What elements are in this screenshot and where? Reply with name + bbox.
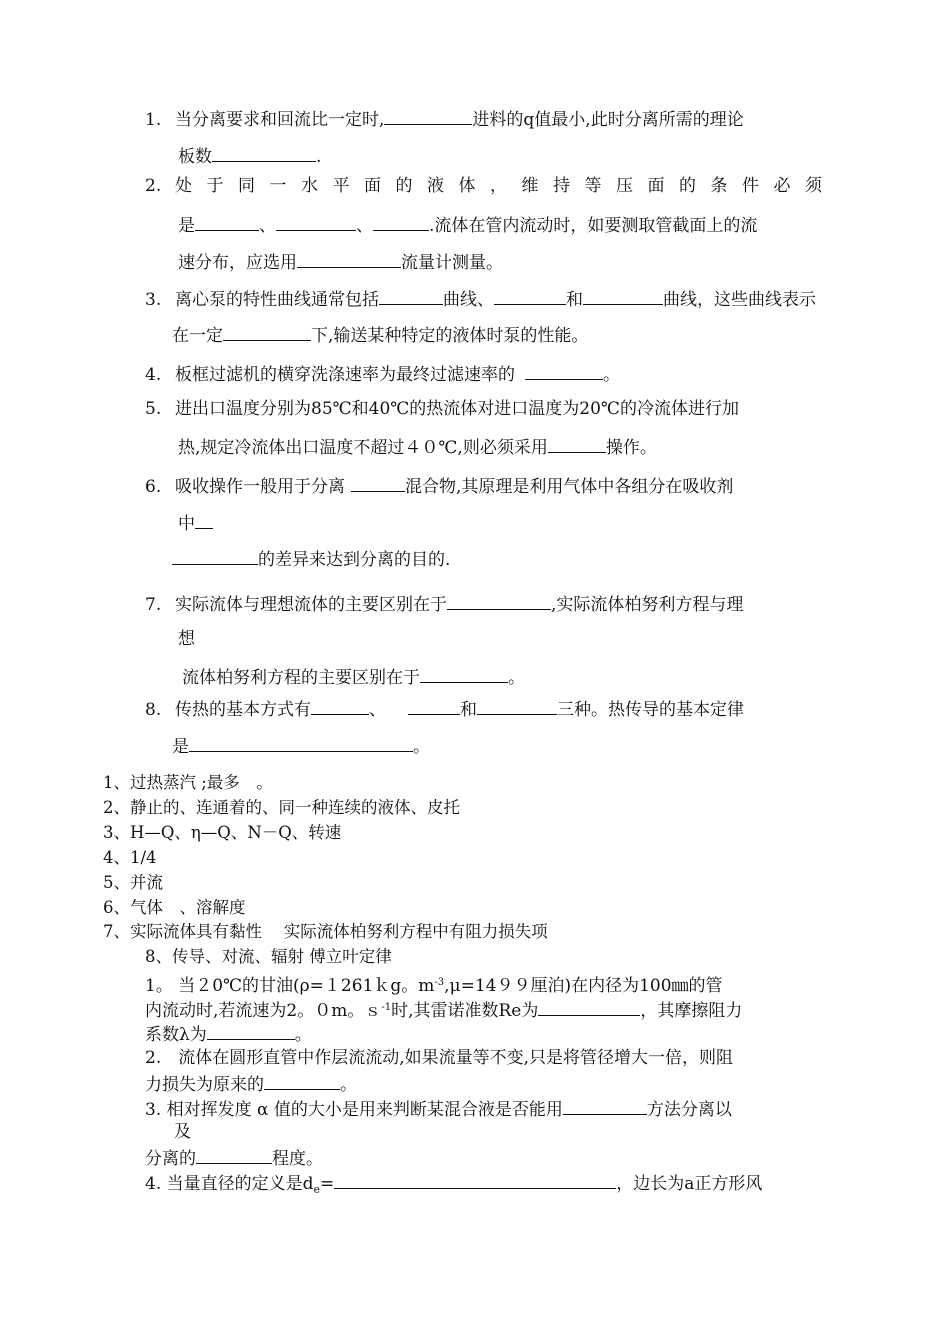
- blank: [583, 287, 663, 305]
- blank: [373, 213, 429, 231]
- answer-7: 7、实际流体具有黏性 实际流体柏努利方程中有阻力损失项: [103, 922, 548, 941]
- blank: [276, 213, 356, 231]
- part2-question-1-line-2: 内流动时,若流速为2。０m。ｓ$^{-1}$时,其雷诺准数Re为 ，其摩擦阻力: [145, 997, 742, 1022]
- answer-8: 8、传导、对流、辐射 傅立叶定律: [145, 947, 392, 966]
- question-8-line-1: 8. 传热的基本方式有 、 和 三种。热传导的基本定律: [145, 697, 744, 721]
- question-2-line-1: 2. 处于同一水平面的液体，维持等压面的条件必须: [145, 176, 837, 196]
- answer-1: 1、过热蒸汽 ;最多 。: [103, 773, 273, 792]
- question-7-line-1: 7. 实际流体与理想流体的主要区别在于 ,实际流体柏努利方程与理: [145, 592, 743, 616]
- part2-question-3-line-2: 及: [174, 1122, 191, 1142]
- question-2-line-2: 是 、 、 .流体在管内流动时，如要测取管截面上的流: [178, 213, 757, 237]
- blank: [297, 250, 401, 268]
- question-5-line-1: 5. 进出口温度分别为85℃和40℃的热流体对进口温度为20℃的冷流体进行加: [145, 399, 739, 419]
- answer-4: 4、1/4: [103, 848, 157, 867]
- blank: [212, 144, 316, 162]
- blank: [379, 287, 443, 305]
- question-6-line-1: 6. 吸收操作一般用于分离 混合物,其原理是利用气体中各组分在吸收剂: [145, 474, 733, 498]
- blank: [420, 665, 508, 683]
- blank: [351, 474, 405, 492]
- blank: [189, 734, 413, 752]
- blank: [172, 547, 258, 565]
- question-3-line-2: 在一定 下,输送某种特定的液体时泵的性能。: [172, 323, 588, 347]
- question-1-line-2: 板数 .: [178, 144, 321, 168]
- answer-5: 5、并流: [103, 873, 163, 892]
- question-7-line-2: 想: [178, 629, 195, 649]
- blank: [477, 697, 557, 715]
- answer-2: 2、静止的、连通着的、同一种连续的液体、皮托: [103, 798, 460, 817]
- question-8-line-2: 是 。: [172, 734, 430, 758]
- blank: [563, 1097, 647, 1115]
- answer-6: 6、气体 、溶解度: [103, 898, 246, 917]
- question-7-line-3: 流体柏努利方程的主要区别在于 。: [182, 665, 525, 689]
- blank: [334, 1171, 616, 1189]
- blank: [311, 697, 369, 715]
- blank: [207, 1022, 295, 1040]
- blank: [538, 998, 640, 1016]
- blank: [223, 323, 311, 341]
- part2-question-1-line-3: 系数λ为 。: [145, 1022, 312, 1046]
- question-1-line-1: 1. 当分离要求和回流比一定时, 进料的q值最小,此时分离所需的理论: [145, 107, 744, 131]
- blank: [447, 592, 551, 610]
- blank: [264, 1072, 340, 1090]
- blank: [195, 213, 259, 231]
- part2-question-4-line-1: 4. 当量直径的定义是$d_e=$ ，边长为a正方形风: [145, 1171, 762, 1201]
- question-3-line-1: 3. 离心泵的特性曲线通常包括 曲线、 和 曲线，这些曲线表示: [145, 287, 816, 311]
- question-6-line-3: 的差异来达到分离的目的.: [172, 547, 450, 571]
- question-2-line-3: 速分布，应选用 流量计测量。: [178, 250, 503, 274]
- blank: [548, 435, 606, 453]
- part2-question-1-line-1: 1。 当２0℃的甘油(ρ=１261ｋg。$m^{-3},\mu=1499$厘泊)在内径为100㎜的管: [145, 976, 723, 996]
- answer-3: 3、H—Q、η—Q、N－Q、转速: [103, 823, 342, 842]
- part2-question-2-line-2: 力损失为原来的 。: [145, 1072, 357, 1096]
- part2-question-3-line-1: 3. 相对挥发度 α 值的大小是用来判断某混合液是否能用 方法分离以: [145, 1097, 732, 1121]
- blank: [384, 107, 472, 125]
- question-5-line-2: 热,规定冷流体出口温度不超过４０℃,则必须采用 操作。: [178, 435, 657, 459]
- blank: [408, 697, 460, 715]
- part2-question-3-line-3: 分离的 程度。: [145, 1146, 323, 1170]
- part2-question-2-line-1: 2. 流体在圆形直管中作层流流动,如果流量等不变,只是将管径增大一倍，则阻: [145, 1048, 734, 1068]
- question-4-line-1: 4. 板框过滤机的横穿洗涤速率为最终过滤速率的 。: [145, 362, 620, 386]
- blank: [196, 1146, 272, 1164]
- question-6-line-2: 中: [178, 511, 213, 535]
- blank: [195, 511, 213, 529]
- blank: [525, 362, 603, 380]
- blank: [494, 287, 566, 305]
